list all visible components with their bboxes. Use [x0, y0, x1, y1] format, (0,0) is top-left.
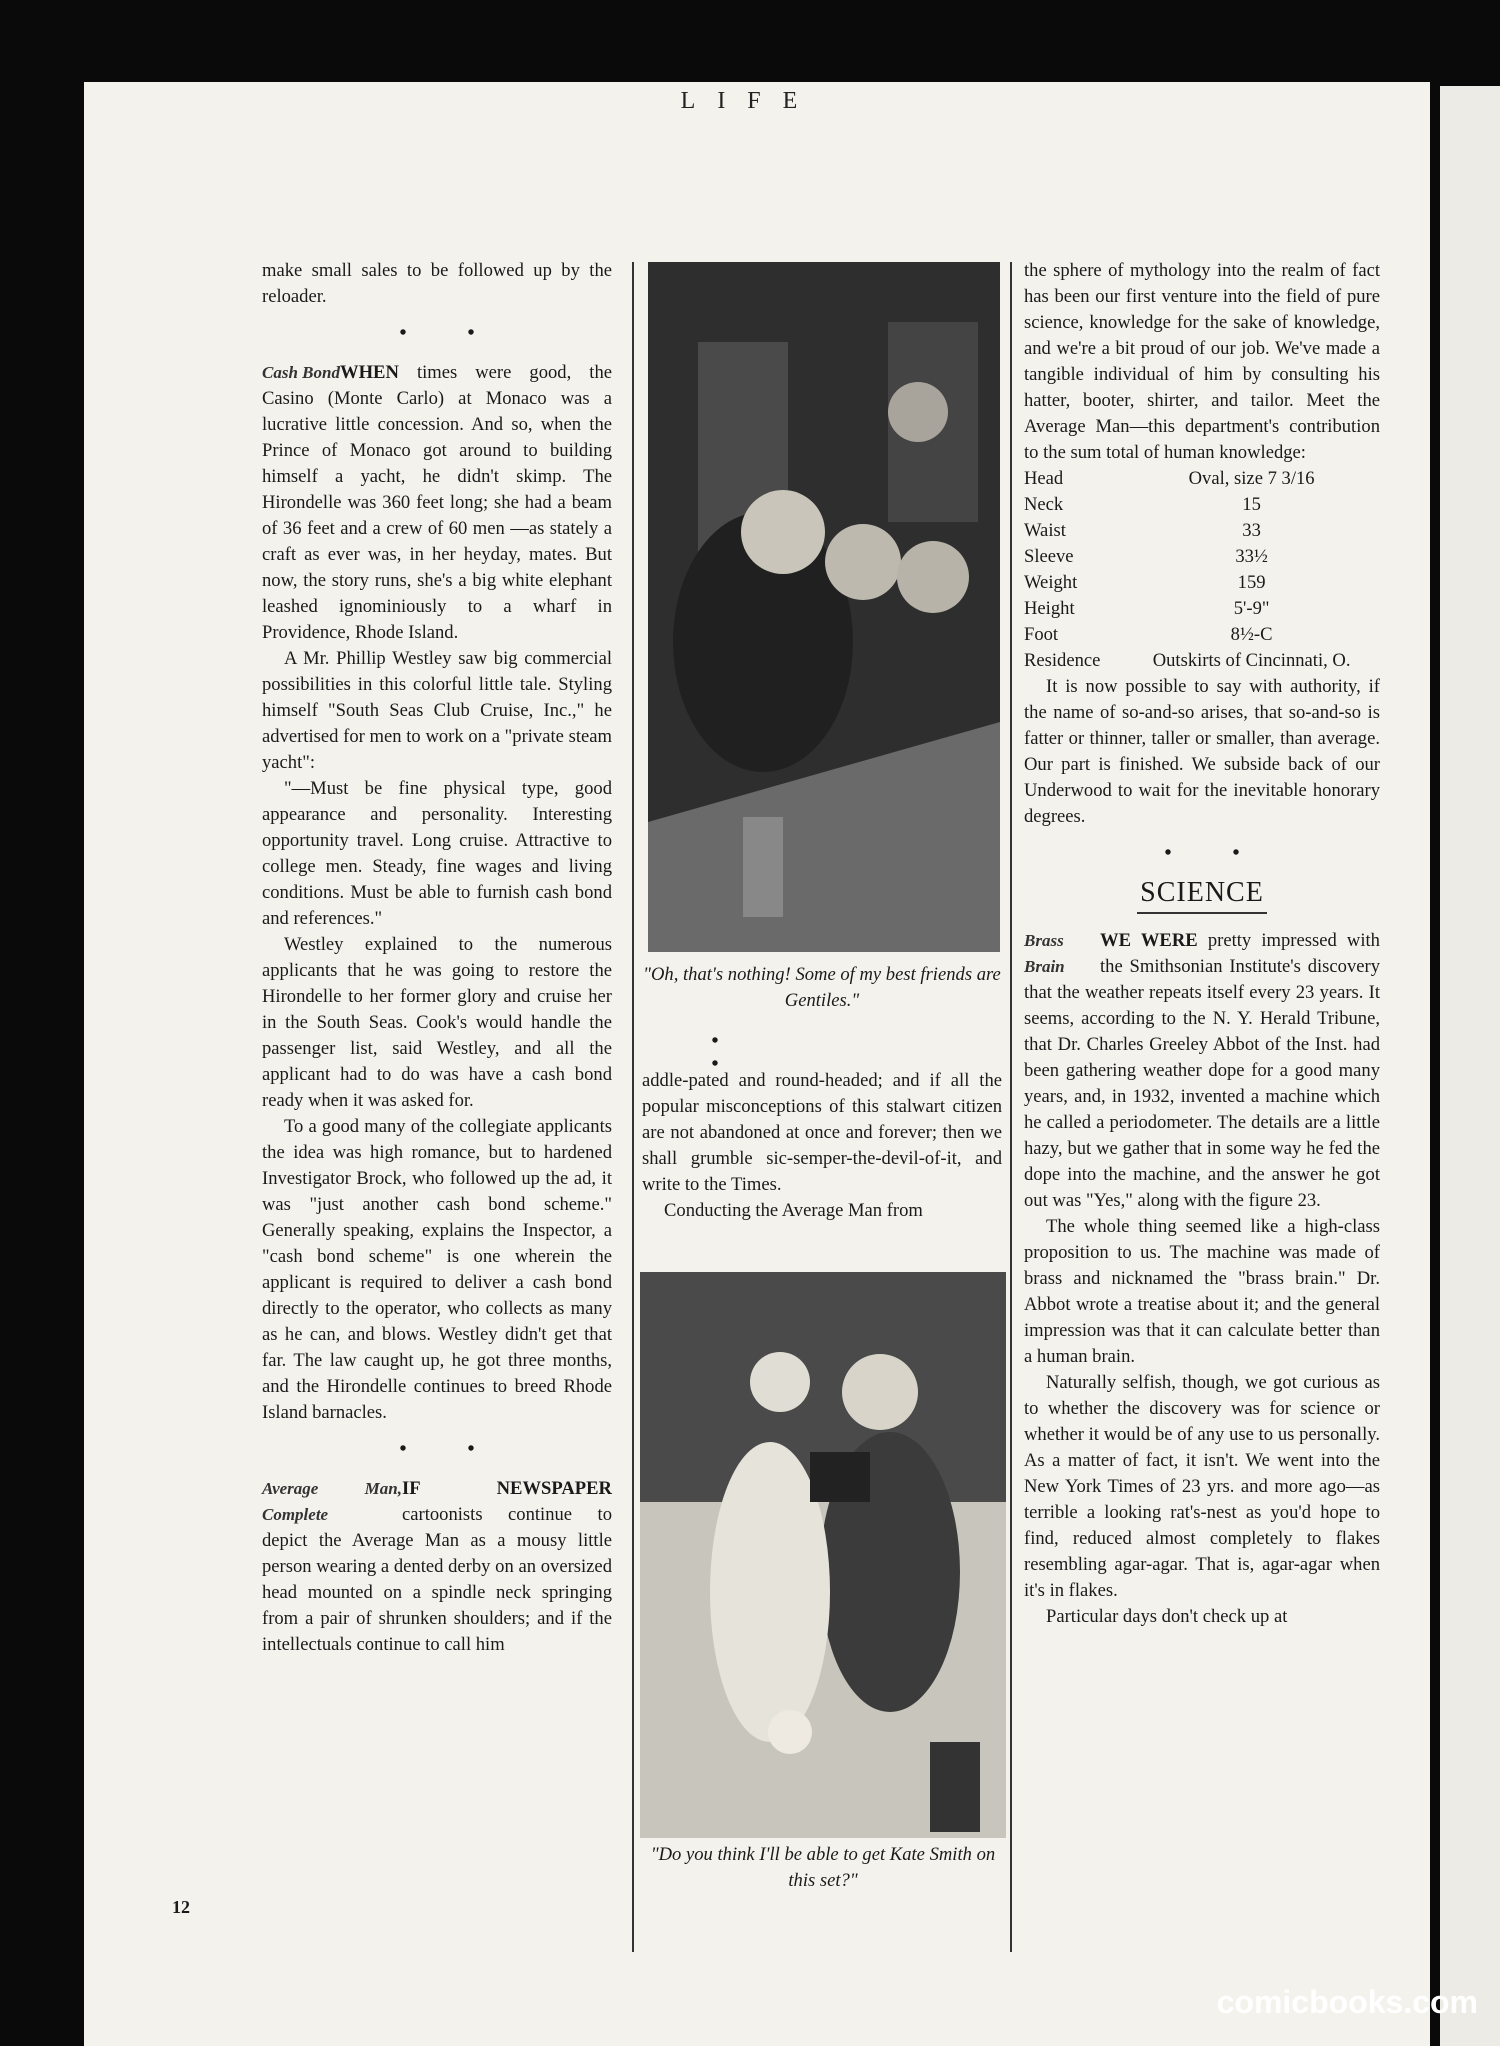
cartoon-drawing [640, 1272, 1006, 1838]
masthead: LIFE [680, 88, 820, 114]
table-row [1024, 544, 1380, 570]
stat-label: Foot [1024, 624, 1059, 645]
paragraph: Westley explained to the numerous applicants that he was going to restore the Hirondelle to her former glory and cruise her in the South Seas. Cook's would handle the passenger list, said Westley, and all the applicant had to do was have a cash bond ready when it was asked for. [262, 934, 612, 1111]
stat-label: Residence [1024, 650, 1101, 671]
column-1 [262, 258, 612, 1658]
stat-value: 33½ [1235, 546, 1268, 567]
stat-value: 15 [1242, 494, 1261, 515]
table-row [1024, 596, 1380, 622]
section-divider: • • [399, 1438, 503, 1460]
paragraph: Particular days don't check up at [1046, 1606, 1288, 1627]
lead-word: WHEN [340, 362, 399, 383]
page-number: 12 [172, 1897, 190, 1917]
cartoon-caption-1: "Oh, that's nothing! Some of my best friends are Gentiles." [643, 964, 1001, 1011]
cartoon-illustration-1 [648, 262, 1000, 952]
adjacent-page-edge [1440, 86, 1500, 2046]
stat-label: Sleeve [1024, 546, 1074, 567]
average-man-article [262, 1476, 612, 1658]
stat-label: Waist [1024, 520, 1066, 541]
table-row [1024, 570, 1380, 596]
paragraph: Conducting the Average Man from [664, 1200, 923, 1221]
section-divider: • • [711, 1030, 929, 1075]
side-heading: Average Man, Complete [262, 1479, 402, 1524]
stat-value: Oval, size 7 3/16 [1188, 468, 1315, 489]
table-row [1024, 648, 1380, 674]
table-row [1024, 492, 1380, 518]
stat-label: Head [1024, 468, 1064, 489]
lead-word: IF NEWSPAPER [402, 1478, 612, 1499]
section-title: SCIENCE [1140, 877, 1264, 908]
cartoon-illustration-2 [640, 1272, 1006, 1838]
table-row [1024, 518, 1380, 544]
lead-word: WE WERE [1100, 930, 1198, 951]
stat-label: Neck [1024, 494, 1064, 515]
stat-value: 159 [1237, 572, 1266, 593]
section-divider: • • [1164, 842, 1268, 864]
paragraph: cartoonists continue to depict the Average Man as a mousy little person wearing a dented derby on an oversized head mounted on a spindle neck springing from a pair of shrunken shoulders; and if the intellectuals continue to call him [262, 1504, 612, 1655]
paragraph: To a good many of the collegiate applicants the idea was high romance, but to hardened Investigator Brock, who followed up the ad, it was "just another cash bond scheme." Generally speaking, explains the Inspector, a "cash bond scheme" is one wherein the applicant is required to deliver a cash bond directly to the operator, who collects as many as he can, and blows. Westley didn't get that far. The law caught up, he got three months, and the Hirondelle continues to breed Rhode Island barnacles. [262, 1116, 612, 1423]
paragraph: pretty impressed with the Smithsonian Institute's discovery that the weather repeats itself every 23 years. It seems, according to the N. Y. Herald Tribune, that Dr. Charles Greeley Abbot of the Inst. had been gathering weather dope for a good many years, and, in 1932, invented a machine which he called a periodometer. The details are a little hazy, but we gather that in some way he fed the dope into the machine, and the answer he got out was "Yes," along with the figure 23. [1024, 930, 1380, 1211]
watermark: comicbooks.com [1216, 1984, 1478, 2020]
title-underline [1137, 912, 1267, 914]
paragraph: times were good, the Casino (Monte Carlo) at Monaco was a lucrative little concession. And so, when the Prince of Monaco got around to building himself a yacht, he didn't skimp. The Hirondelle was 360 feet long; she had a beam of 36 feet and a crew of 60 men —as stately a craft as ever was, in her heyday, mates. But now, the story runs, she's a big white elephant leashed ignominiously to a wharf in Providence, Rhode Island. [262, 362, 613, 643]
side-heading: Cash Bond [262, 363, 340, 382]
brass-brain-article [1024, 928, 1380, 1630]
cash-bond-article [262, 360, 612, 1426]
side-heading: Brass Brain [1024, 931, 1065, 976]
stat-label: Height [1024, 598, 1075, 619]
stat-value: 5'-9" [1233, 598, 1270, 619]
table-row [1024, 622, 1380, 648]
paragraph: the sphere of mythology into the realm of fact has been our first venture into the field of pure science, knowledge for the sake of knowledge, and we're a bit proud of our job. We've made a tangible individual of him by consulting his hatter, booter, shirter, and tailor. Meet the Average Man—this department's contribution to the sum total of human knowledge: [1024, 260, 1380, 463]
table-row [1024, 466, 1380, 492]
stat-value: 8½-C [1230, 624, 1273, 645]
paragraph: addle-pated and round-headed; and if all the popular misconceptions of this stalwart citizen are not abandoned at once and forever; then we shall grumble sic-semper-the-devil-of-it, and write to the Times. [642, 1070, 1002, 1195]
paragraph: Naturally selfish, though, we got curious as to whether the discovery was for science or whether it would be of any use to us personally. As a matter of fact, it isn't. We went into the New York Times of 23 yrs. and more ago—as terrible a looking rat's-nest as you'd hope to find, reduced almost completely to flakes resembling agar-agar. That is, agar-agar when it's in flakes. [1024, 1372, 1380, 1601]
stat-value: 33 [1242, 520, 1261, 541]
intro-text: make small sales to be followed up by the reloader. [262, 260, 612, 307]
paragraph: The whole thing seemed like a high-class proposition to us. The machine was made of brass and nicknamed the "brass brain." Dr. Abbot wrote a treatise about it; and the general impression was that it can calculate better than a human brain. [1024, 1216, 1380, 1367]
column-2 [642, 1068, 1002, 1224]
cartoon-caption-2: "Do you think I'll be able to get Kate Smith on this set?" [650, 1844, 996, 1891]
paragraph: It is now possible to say with authority, if the name of so-and-so arises, that so-and-so is fatter or thinner, taller or smaller, than average. Our part is finished. We subside back of our Underwood to wait for the inevitable honorary degrees. [1024, 676, 1380, 827]
column-3 [1024, 258, 1380, 1630]
column-rule [632, 262, 634, 1952]
section-divider: • • [399, 322, 503, 344]
cartoon-drawing [648, 262, 1000, 952]
column-rule [1010, 262, 1012, 1952]
stat-label: Weight [1024, 572, 1078, 593]
stat-value: Outskirts of Cincinnati, O. [1152, 650, 1351, 671]
quoted-ad: "—Must be fine physical type, good appearance and personality. Interesting opportunity travel. Long cruise. Attractive to college men. Steady, fine wages and living conditions. Must be able to furnish cash bond and references." [262, 778, 612, 929]
average-man-stats-table [1024, 466, 1380, 674]
paragraph: A Mr. Phillip Westley saw big commercial possibilities in this colorful little tale. Styling himself "South Seas Club Cruise, Inc.," he advertised for men to work on a "private steam yacht": [262, 648, 612, 773]
